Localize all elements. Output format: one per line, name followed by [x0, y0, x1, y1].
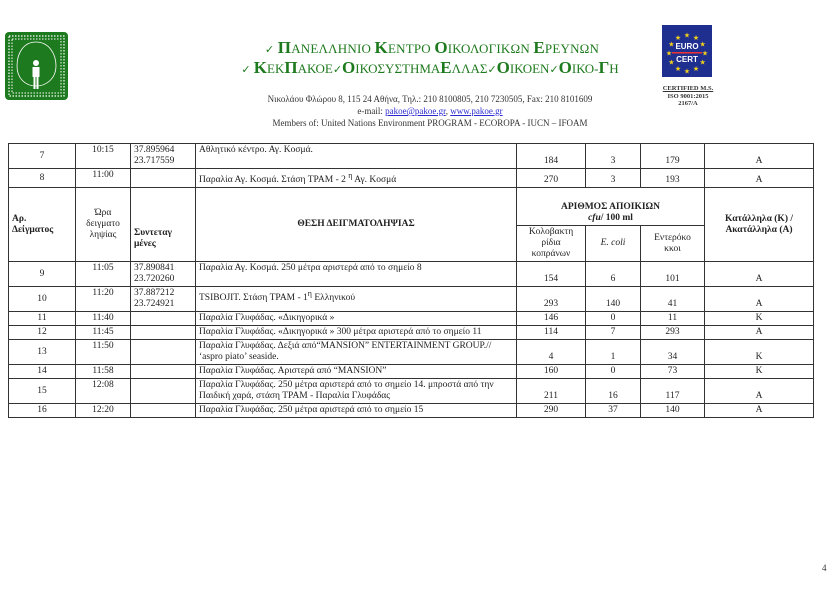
ecoli-count: 37 — [586, 404, 641, 418]
suitability-result: Α — [705, 326, 814, 340]
sample-time: 11:45 — [76, 326, 131, 340]
sample-location: Παραλία Γλυφάδας. Αριστερά από “MANSION” — [196, 365, 517, 379]
sample-time: 12:08 — [76, 379, 131, 404]
header-enterococci: Εντερόκο κκοι — [641, 226, 705, 262]
sample-number: 10 — [9, 287, 76, 312]
org-title-line2: ✓ ΚΕΚΠΑΚΟΕ✓ΟΙΚΟΣΥΣΤΗΜΑΕΛΛΑΣ✓ΟΙΚΟΕΝ✓ΟΙΚΟ-ΓΗ — [241, 58, 619, 77]
table-header-row — [9, 188, 814, 226]
enterococci-count: 11 — [641, 312, 705, 326]
enterococci-count: 73 — [641, 365, 705, 379]
fecal-coliforms-count: 270 — [517, 169, 586, 188]
pakoe-tree-logo — [5, 32, 68, 100]
suitability-result: Α — [705, 144, 814, 169]
address: Νικολάου Φλώρου 8, 115 24 Αθήνα, Τηλ.: 210 8100805, 210 7230505, Fax: 210 8101609 — [267, 94, 593, 104]
star-icon: ★ — [692, 33, 700, 42]
star-icon: ★ — [674, 33, 682, 42]
eurocert-logo — [662, 25, 712, 77]
ecoli-count: 0 — [586, 365, 641, 379]
sample-time: 11:58 — [76, 365, 131, 379]
results-table — [8, 143, 814, 418]
coordinates: 37.895964 23.717559 — [131, 144, 196, 169]
website-link[interactable]: www.pakoe.gr — [450, 106, 503, 116]
coordinates — [131, 169, 196, 188]
star-icon: ★ — [683, 67, 691, 76]
sample-time: 11:40 — [76, 312, 131, 326]
sample-location: Παραλία Γλυφάδας. 250 μέτρα αριστερά από το σημείο 15 — [196, 404, 517, 418]
star-icon: ★ — [665, 49, 673, 58]
table-row — [9, 312, 814, 326]
coordinates: 37.887212 23.724921 — [131, 287, 196, 312]
svg-text:EURO: EURO — [675, 42, 699, 51]
coordinates — [131, 379, 196, 404]
coordinates — [131, 365, 196, 379]
coordinates — [131, 404, 196, 418]
coordinates: 37.890841 23.720260 — [131, 262, 196, 287]
header-fecal-coliforms: Κολοβακτη ρίδια κοπράνων — [517, 226, 586, 262]
fecal-coliforms-count: 184 — [517, 144, 586, 169]
table-row — [9, 340, 814, 365]
sample-number: 14 — [9, 365, 76, 379]
sample-location: TSIBOJIT. Στάση ΤΡΑΜ - $1^\eta$ Ελληνικού — [196, 287, 517, 312]
ecoli-count: 3 — [586, 169, 641, 188]
header-time: Ώρα δειγματο ληψίας — [76, 188, 131, 262]
table-row — [9, 379, 814, 404]
sample-location: Αθλητικό κέντρο. Αγ. Κοσμά. — [196, 144, 517, 169]
sample-location: Παραλία Γλυφάδας. Δεξιά από“MANSION” ENTERTAINMENT GROUP.// ‘aspro piato’ seaside. — [196, 340, 517, 365]
table-row — [9, 365, 814, 379]
sample-time: 11:05 — [76, 262, 131, 287]
sample-number: 15 — [9, 379, 76, 404]
ecoli-count: 1 — [586, 340, 641, 365]
table-row — [9, 287, 814, 312]
ecoli-count: 6 — [586, 262, 641, 287]
suitability-result: Α — [705, 287, 814, 312]
fecal-coliforms-count: 290 — [517, 404, 586, 418]
sample-location: Παραλία Γλυφάδας. 250 μέτρα αριστερά από το σημείο 14. μπροστά από την Παιδική χαρά, στάση ΤΡΑΜ - Παραλία Γλυφάδας — [196, 379, 517, 404]
fecal-coliforms-count: 4 — [517, 340, 586, 365]
members: Members of: United Nations Environment PROGRAM - ECOROPA - IUCN – IFOAM — [272, 118, 588, 128]
header-suitability: Κατάλληλα (Κ) / Ακατάλληλα (Α) — [705, 188, 814, 262]
enterococci-count: 140 — [641, 404, 705, 418]
fecal-coliforms-count: 154 — [517, 262, 586, 287]
coordinates — [131, 326, 196, 340]
table-row — [9, 326, 814, 340]
star-icon: ★ — [668, 58, 675, 67]
sample-time: 11:00 — [76, 169, 131, 188]
star-icon: ★ — [699, 58, 706, 67]
header-sample-number: Αρ. Δείγματος — [9, 188, 76, 262]
suitability-result: Κ — [705, 340, 814, 365]
org-title-line1: ✓ ΠΑΝΕΛΛΗΝΙΟ ΚΕΝΤΡΟ ΟΙΚΟΛΟΓΙΚΩΝ ΕΡΕΥΝΩΝ — [264, 38, 600, 57]
certification-text: CERTIFIED M.S. ISO 9001:2015 2167/Α — [662, 85, 714, 107]
star-icon: ★ — [692, 65, 700, 74]
ecoli-count: 7 — [586, 326, 641, 340]
enterococci-count: 101 — [641, 262, 705, 287]
sample-location: Παραλία Γλυφάδας. «Δικηγορικά » 300 μέτρα αριστερά από το σημείο 11 — [196, 326, 517, 340]
ecoli-count: 3 — [586, 144, 641, 169]
sample-number: 11 — [9, 312, 76, 326]
sample-number: 12 — [9, 326, 76, 340]
enterococci-count: 293 — [641, 326, 705, 340]
sample-number: 13 — [9, 340, 76, 365]
table-row — [9, 404, 814, 418]
star-icon: ★ — [674, 65, 682, 74]
sample-location: Παραλία Αγ. Κοσμά. 250 μέτρα αριστερά από το σημείο 8 — [196, 262, 517, 287]
star-icon: ★ — [683, 31, 691, 40]
table-row — [9, 169, 814, 188]
sample-time: 10:15 — [76, 144, 131, 169]
header-coordinates: Συντεταγ μένες — [131, 188, 196, 262]
email-link[interactable]: pakoe@pakoe.gr — [385, 106, 446, 116]
sample-number: 9 — [9, 262, 76, 287]
header-colonies: ΑΡΙΘΜΟΣ ΑΠΟΙΚΙΩΝ cfu/ 100 ml — [517, 188, 705, 226]
fecal-coliforms-count: 293 — [517, 287, 586, 312]
sample-time: 11:20 — [76, 287, 131, 312]
sample-number: 7 — [9, 144, 76, 169]
org-contact-block — [200, 93, 660, 129]
star-icon: ★ — [701, 49, 709, 58]
ecoli-count: 0 — [586, 312, 641, 326]
suitability-result: Α — [705, 404, 814, 418]
fecal-coliforms-count: 160 — [517, 365, 586, 379]
suitability-result: Κ — [705, 312, 814, 326]
sample-time: 12:20 — [76, 404, 131, 418]
suitability-result: Α — [705, 262, 814, 287]
table-row — [9, 262, 814, 287]
fecal-coliforms-count: 114 — [517, 326, 586, 340]
suitability-result: Κ — [705, 365, 814, 379]
suitability-result: Α — [705, 169, 814, 188]
page-number: 4 — [822, 563, 827, 573]
star-icon: ★ — [699, 40, 706, 49]
sample-location: Παραλία Γλυφάδας. «Δικηγορικά » — [196, 312, 517, 326]
enterococci-count: 193 — [641, 169, 705, 188]
enterococci-count: 179 — [641, 144, 705, 169]
fecal-coliforms-count: 146 — [517, 312, 586, 326]
header-ecoli: E. coli — [586, 226, 641, 262]
fecal-coliforms-count: 211 — [517, 379, 586, 404]
svg-text:CERT: CERT — [676, 55, 698, 64]
suitability-result: Α — [705, 379, 814, 404]
star-icon: ★ — [668, 40, 675, 49]
table-row — [9, 144, 814, 169]
sample-number: 8 — [9, 169, 76, 188]
enterococci-count: 117 — [641, 379, 705, 404]
coordinates — [131, 340, 196, 365]
enterococci-count: 34 — [641, 340, 705, 365]
sample-location: Παραλία Αγ. Κοσμά. Στάση ΤΡΑΜ - 2 $^\eta$ Αγ. Κοσμά — [196, 169, 517, 188]
ecoli-count: 16 — [586, 379, 641, 404]
sample-time: 11:50 — [76, 340, 131, 365]
coordinates — [131, 312, 196, 326]
enterococci-count: 41 — [641, 287, 705, 312]
email-line: e-mail: pakoe@pakoe.gr, www.pakoe.gr — [357, 106, 503, 116]
ecoli-count: 140 — [586, 287, 641, 312]
header-location: ΘΕΣΗ ΔΕΙΓΜΑΤΟΛΗΨΙΑΣ — [196, 188, 517, 262]
sample-number: 16 — [9, 404, 76, 418]
